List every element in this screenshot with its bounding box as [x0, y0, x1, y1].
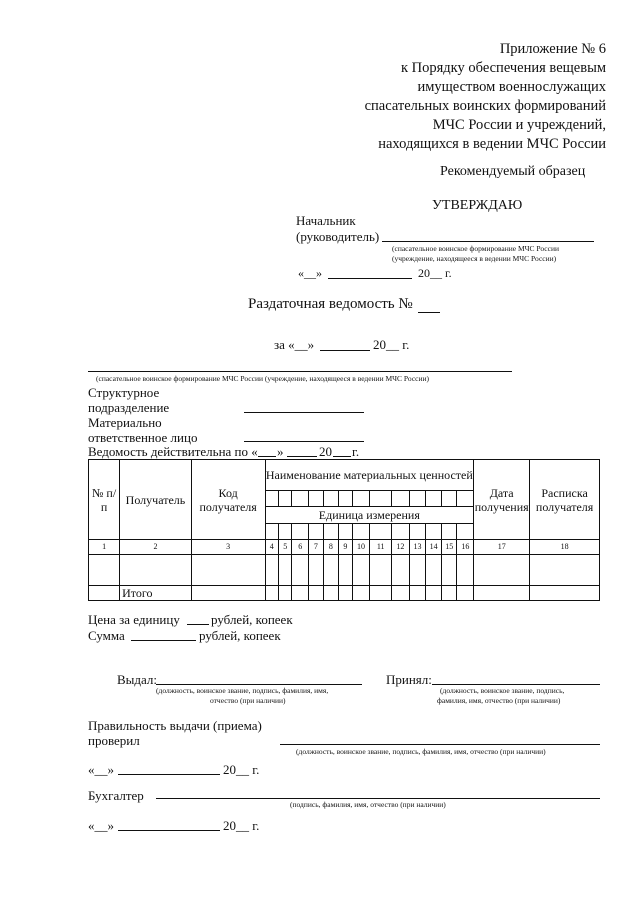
- item-name-cell[interactable]: [339, 491, 352, 507]
- column-number: 7: [309, 540, 324, 555]
- unit-cell[interactable]: [339, 524, 352, 540]
- sum-line[interactable]: [131, 640, 196, 641]
- unit-note: (спасательное воинское формирование МЧС России (учреждение, находящееся в ведении МЧС России): [96, 374, 430, 383]
- col-unit-header: Единица измерения: [265, 507, 474, 524]
- check-date-month-line[interactable]: [118, 774, 220, 775]
- accountant-signature-line[interactable]: [156, 798, 600, 799]
- unit-cell[interactable]: [426, 524, 442, 540]
- column-number: 1: [89, 540, 120, 555]
- approve-note-2: (учреждение, находящееся в ведении МЧС России): [392, 254, 557, 263]
- item-name-cell[interactable]: [457, 491, 474, 507]
- unit-line[interactable]: [88, 371, 512, 372]
- item-name-cell[interactable]: [278, 491, 291, 507]
- accountant-date-day: «__»: [88, 818, 114, 833]
- accountant-note: (подпись, фамилия, имя, отчество (при наличии): [290, 800, 446, 809]
- issued-note-2: отчество (при наличии): [210, 696, 286, 705]
- period-year: 20__ г.: [373, 337, 410, 352]
- col-num-header: № п/п: [89, 460, 120, 540]
- item-name-cell[interactable]: [370, 491, 392, 507]
- column-number: 16: [457, 540, 474, 555]
- column-number: 2: [120, 540, 192, 555]
- item-name-cell[interactable]: [426, 491, 442, 507]
- column-number: 8: [323, 540, 339, 555]
- valid-month-line[interactable]: [287, 456, 317, 457]
- item-name-cell[interactable]: [392, 491, 410, 507]
- period-month-line[interactable]: [320, 350, 370, 351]
- check-date-year: 20__ г.: [223, 762, 260, 777]
- column-number: 10: [352, 540, 370, 555]
- item-name-cell[interactable]: [292, 491, 309, 507]
- sum-label: Сумма: [88, 628, 125, 643]
- column-number: 15: [441, 540, 457, 555]
- column-number: 5: [278, 540, 291, 555]
- column-number: 13: [409, 540, 426, 555]
- column-number: 12: [392, 540, 410, 555]
- issued-note-1: (должность, воинское звание, подпись, фамилия, имя,: [156, 686, 329, 695]
- item-name-cell[interactable]: [323, 491, 339, 507]
- unit-cell[interactable]: [457, 524, 474, 540]
- column-number: 4: [265, 540, 278, 555]
- appendix-line: Приложение № 6: [499, 41, 606, 57]
- received-note-2: фамилия, имя, отчество (при наличии): [437, 696, 561, 705]
- unit-price-label: Цена за единицу: [88, 612, 180, 627]
- approve-date-year: 20__ г.: [418, 266, 452, 280]
- accountant-date-year: 20__ г.: [223, 818, 260, 833]
- column-number: 18: [530, 540, 600, 555]
- column-numbers-row: [89, 540, 600, 555]
- appendix-line: к Порядку обеспечения вещевым: [400, 60, 606, 76]
- material-label-2: ответственное лицо: [88, 430, 198, 445]
- received-label: Принял:: [386, 672, 432, 687]
- unit-cell[interactable]: [370, 524, 392, 540]
- unit-cell[interactable]: [278, 524, 291, 540]
- col-recipient-header: Получатель: [120, 460, 192, 540]
- accountant-label: Бухгалтер: [88, 788, 144, 803]
- check-label-1: Правильность выдачи (приема): [88, 718, 262, 733]
- approve-date-day: «__»: [298, 266, 322, 280]
- sum-suffix: рублей, копеек: [199, 628, 281, 643]
- unit-cell[interactable]: [392, 524, 410, 540]
- distribution-table: [88, 459, 600, 601]
- valid-year: 20: [319, 444, 332, 459]
- approve-date-month-line[interactable]: [328, 278, 412, 279]
- item-name-cell[interactable]: [265, 491, 278, 507]
- valid-year-line[interactable]: [333, 456, 351, 457]
- approve-head: (руководитель): [296, 229, 380, 244]
- appendix-header: [306, 40, 606, 154]
- structural-label-2: подразделение: [88, 400, 170, 415]
- table-row[interactable]: [89, 555, 600, 586]
- column-number: 17: [474, 540, 530, 555]
- appendix-line: спасательных воинских формирований: [364, 98, 606, 114]
- issued-label: Выдал:: [117, 672, 158, 687]
- accountant-date-month-line[interactable]: [118, 830, 220, 831]
- check-note: (должность, воинское звание, подпись, фамилия, имя, отчество (при наличии): [296, 747, 546, 756]
- structural-label-1: Структурное: [88, 385, 160, 400]
- valid-mid: »: [277, 444, 284, 459]
- check-date-day: «__»: [88, 762, 114, 777]
- unit-cell[interactable]: [441, 524, 457, 540]
- unit-price-suffix: рублей, копеек: [211, 612, 293, 627]
- col-sign-header: Расписка получателя: [530, 460, 600, 540]
- column-number: 6: [292, 540, 309, 555]
- valid-end: г.: [352, 444, 360, 459]
- unit-cell[interactable]: [409, 524, 426, 540]
- col-code-header: Код получателя: [191, 460, 265, 540]
- statement-title: Раздаточная ведомость №: [248, 296, 413, 312]
- structural-field-line[interactable]: [244, 412, 364, 413]
- issued-signature-line[interactable]: [156, 684, 362, 685]
- appendix-line: находящихся в ведении МЧС России: [378, 136, 606, 152]
- approve-chief: Начальник: [296, 213, 356, 228]
- item-name-cell[interactable]: [309, 491, 324, 507]
- unit-cell[interactable]: [292, 524, 309, 540]
- item-name-cell[interactable]: [409, 491, 426, 507]
- approve-note-1: (спасательное воинское формирование МЧС России: [392, 244, 559, 253]
- total-row: [89, 586, 600, 601]
- received-note-1: (должность, воинское звание, подпись,: [440, 686, 565, 695]
- column-number: 9: [339, 540, 352, 555]
- approve-signature-line[interactable]: [382, 241, 594, 242]
- valid-prefix: Ведомость действительна по «: [88, 444, 258, 459]
- period-prefix: за «__»: [274, 337, 315, 352]
- approve-title: УТВЕРЖДАЮ: [432, 198, 523, 213]
- col-date-header: Дата получения: [474, 460, 530, 540]
- column-number: 11: [370, 540, 392, 555]
- column-number: 14: [426, 540, 442, 555]
- col-name-header: Наименование материальных ценностей: [265, 460, 474, 491]
- unit-cell[interactable]: [352, 524, 370, 540]
- item-name-cell[interactable]: [352, 491, 370, 507]
- unit-cell[interactable]: [265, 524, 278, 540]
- appendix-line: имуществом военнослужащих: [417, 79, 606, 95]
- unit-cell[interactable]: [309, 524, 324, 540]
- valid-day-line[interactable]: [258, 456, 276, 457]
- check-signature-line[interactable]: [280, 744, 600, 745]
- check-label-2: проверил: [88, 733, 140, 748]
- received-signature-line[interactable]: [432, 684, 600, 685]
- appendix-line: МЧС России и учреждений,: [432, 117, 606, 133]
- unit-price-line[interactable]: [187, 624, 209, 625]
- unit-cell[interactable]: [323, 524, 339, 540]
- column-number: 3: [191, 540, 265, 555]
- statement-number-line[interactable]: [418, 312, 440, 313]
- recommended-sample: Рекомендуемый образец: [440, 164, 586, 179]
- material-field-line[interactable]: [244, 441, 364, 442]
- total-label: Итого: [120, 586, 192, 601]
- item-name-cell[interactable]: [441, 491, 457, 507]
- material-label-1: Материально: [88, 415, 162, 430]
